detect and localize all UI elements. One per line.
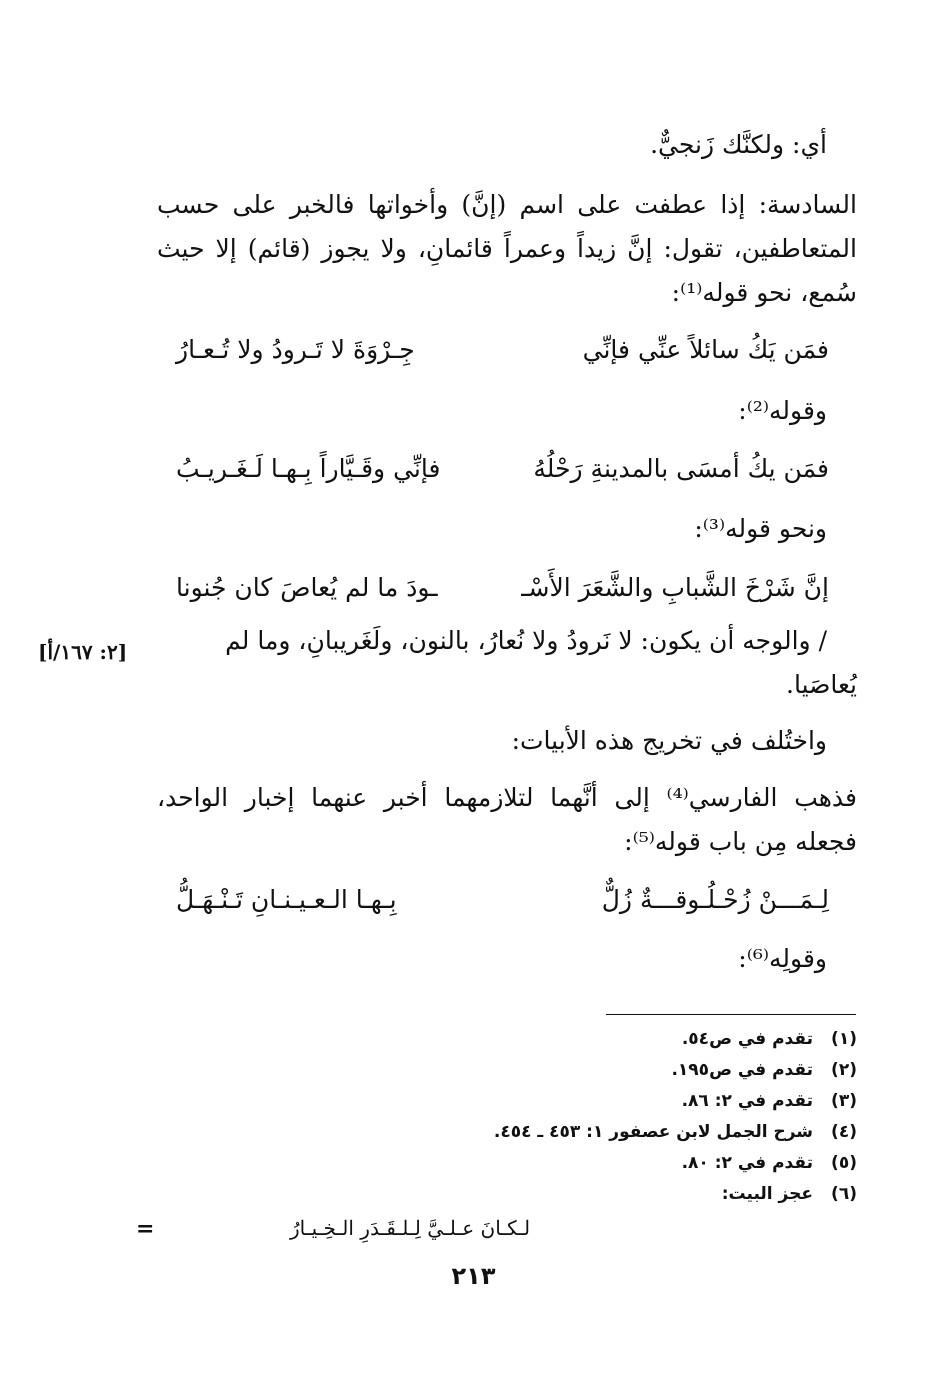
footnote-verse: لـكـانَ عـلـيَّ لِـلـقَـدَرِ الـخِـيـارُ bbox=[290, 1216, 531, 1240]
footnote-separator bbox=[606, 1014, 856, 1015]
footnote-text: تقدم في ٢: ٨٠. bbox=[681, 1153, 813, 1173]
footnote-number: (٥) bbox=[831, 1153, 857, 1173]
verse-3-second-hemistich: ـودَ ما لم يُعاصَ كان جُنونا bbox=[176, 573, 438, 602]
footnote-number: (٣) bbox=[831, 1091, 857, 1111]
verse-4-first-hemistich: لِـمَـــنْ زُحْـلُـوقـــةٌ زُلٌّ bbox=[601, 885, 829, 914]
text-line-8: يُعاصَيا. bbox=[786, 670, 857, 699]
footnote-3 bbox=[682, 1090, 857, 1112]
footnote-6 bbox=[722, 1183, 857, 1205]
text-line-3: المتعاطفين، تقول: إنَّ زيداً وعمراً قائمانِ، ولا يجوز (قائم) إلا حيث bbox=[157, 234, 857, 263]
text-line-1: أي: ولكنَّك زَنجيٌّ. bbox=[650, 130, 827, 159]
footnote-2 bbox=[671, 1059, 857, 1081]
continuation-mark: = bbox=[136, 1216, 155, 1242]
footnote-number: (٦) bbox=[831, 1184, 857, 1204]
footnote-1 bbox=[682, 1028, 857, 1050]
footnote-number: (٤) bbox=[831, 1122, 857, 1142]
text-line-6: ونحو قوله⁽³⁾: bbox=[694, 514, 827, 543]
text-line-12: وقولِه⁽⁶⁾: bbox=[738, 944, 827, 973]
verse-4-second-hemistich: بِـهـا الـعـيـنـانِ تَـنْـهَـلُّ bbox=[176, 885, 397, 914]
verse-3-first-hemistich: إنَّ شَرْخَ الشَّبابِ والشَّعَرَ الأَسْـ bbox=[521, 573, 829, 602]
footnote-number: (١) bbox=[831, 1029, 857, 1049]
footnote-text: تقدم في ص٥٤. bbox=[681, 1029, 813, 1049]
verse-1-first-hemistich: فمَن يَكُ سائلاً عنِّي فإنِّي bbox=[582, 335, 829, 364]
verse-1-second-hemistich: جِـرْوَةَ لا تَـرودُ ولا تُـعـارُ bbox=[176, 335, 415, 364]
verse-2-first-hemistich: فمَن يكُ أمسَى بالمدينةِ رَحْلُهُ bbox=[533, 454, 829, 483]
footnote-number: (٢) bbox=[831, 1060, 857, 1080]
footnote-text: تقدم في ٢: ٨٦. bbox=[681, 1091, 813, 1111]
text-line-2: السادسة: إذا عطفت على اسم (إنَّ) وأخواتها فالخبر على حسب bbox=[157, 190, 857, 219]
page-number: ٢١٣ bbox=[451, 1262, 496, 1290]
verse-2-second-hemistich: فإنِّي وقَـيَّاراً بِـهـا لَـغَـريـبُ bbox=[176, 454, 441, 483]
footnote-text: شرح الجمل لابن عصفور ١: ٤٥٣ ـ ٤٥٤. bbox=[493, 1122, 813, 1142]
folio-marker: [٢: ١٦٧/أ] bbox=[38, 640, 128, 664]
footnote-text: عجز البيت: bbox=[721, 1184, 813, 1204]
text-line-4: سُمع، نحو قوله⁽¹⁾: bbox=[671, 278, 857, 307]
text-line-5: وقوله⁽²⁾: bbox=[738, 396, 827, 425]
footnote-text: تقدم في ص١٩٥. bbox=[671, 1060, 813, 1080]
text-line-9: واختُلف في تخريج هذه الأبيات: bbox=[511, 726, 827, 755]
text-line-10: فذهب الفارسي⁽⁴⁾ إلى أنَّهما لتلازمهما أخبر عنهما إخبار الواحد، bbox=[157, 783, 858, 812]
footnote-4 bbox=[494, 1121, 857, 1143]
text-line-11: فجعله مِن باب قوله⁽⁵⁾: bbox=[624, 827, 857, 856]
footnote-5 bbox=[682, 1152, 857, 1174]
text-line-7: / والوجه أن يكون: لا نَرودُ ولا نُعارُ، بالنون، ولَغَريبانِ، وما لم bbox=[225, 626, 827, 655]
